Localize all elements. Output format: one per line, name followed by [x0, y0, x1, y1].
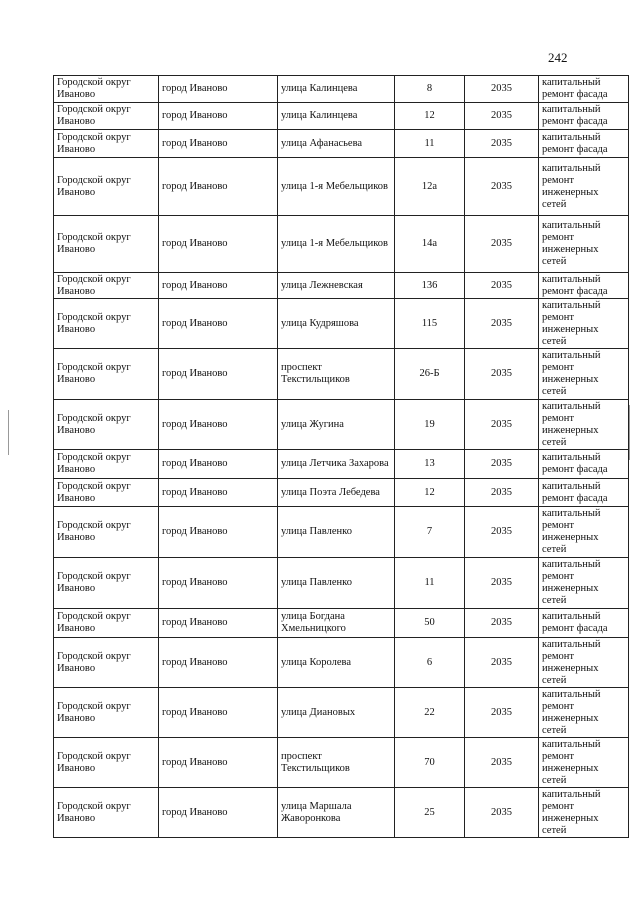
cell-work: капитальный ремонт инженерных сетей [539, 507, 629, 558]
cell-house: 13 [395, 450, 465, 479]
cell-year: 2035 [465, 558, 539, 609]
cell-city: город Иваново [159, 130, 278, 158]
cell-work: капитальный ремонт инженерных сетей [539, 788, 629, 838]
cell-house: 11 [395, 130, 465, 158]
cell-street: улица Королева [278, 638, 395, 688]
cell-street: улица Афанасьева [278, 130, 395, 158]
cell-year: 2035 [465, 609, 539, 638]
table-row [54, 76, 629, 103]
cell-city: город Иваново [159, 558, 278, 609]
cell-work: капитальный ремонт инженерных сетей [539, 688, 629, 738]
cell-house: 26-Б [395, 349, 465, 400]
cell-work: капитальный ремонт инженерных сетей [539, 638, 629, 688]
cell-year: 2035 [465, 400, 539, 450]
cell-work: капитальный ремонт фасада [539, 103, 629, 130]
cell-street: улица Поэта Лебедева [278, 479, 395, 507]
cell-district: Городской округ Иваново [54, 158, 159, 216]
cell-city: город Иваново [159, 609, 278, 638]
cell-city: город Иваново [159, 638, 278, 688]
cell-house: 136 [395, 273, 465, 299]
cell-district: Городской округ Иваново [54, 507, 159, 558]
cell-city: город Иваново [159, 349, 278, 400]
cell-house: 12 [395, 479, 465, 507]
table-row [54, 216, 629, 273]
right-margin-mark [629, 405, 630, 460]
cell-house: 12 [395, 103, 465, 130]
cell-house: 19 [395, 400, 465, 450]
cell-city: город Иваново [159, 216, 278, 273]
cell-city: город Иваново [159, 479, 278, 507]
cell-street: улица Павленко [278, 558, 395, 609]
cell-street: улица Калинцева [278, 76, 395, 103]
cell-house: 70 [395, 738, 465, 788]
cell-street: улица Богдана Хмельницкого [278, 609, 395, 638]
cell-work: капитальный ремонт фасада [539, 450, 629, 479]
cell-city: город Иваново [159, 507, 278, 558]
cell-year: 2035 [465, 103, 539, 130]
table-row [54, 558, 629, 609]
cell-house: 8 [395, 76, 465, 103]
cell-city: город Иваново [159, 273, 278, 299]
cell-house: 6 [395, 638, 465, 688]
cell-district: Городской округ Иваново [54, 479, 159, 507]
cell-district: Городской округ Иваново [54, 103, 159, 130]
cell-year: 2035 [465, 507, 539, 558]
cell-year: 2035 [465, 738, 539, 788]
cell-street: улица 1-я Мебельщиков [278, 216, 395, 273]
cell-street: улица Лежневская [278, 273, 395, 299]
cell-district: Городской округ Иваново [54, 788, 159, 838]
page-number: 242 [548, 50, 568, 65]
cell-city: город Иваново [159, 158, 278, 216]
cell-city: город Иваново [159, 103, 278, 130]
table-row [54, 400, 629, 450]
cell-city: город Иваново [159, 76, 278, 103]
cell-district: Городской округ Иваново [54, 688, 159, 738]
cell-street: улица Павленко [278, 507, 395, 558]
cell-year: 2035 [465, 216, 539, 273]
table-row [54, 609, 629, 638]
cell-work: капитальный ремонт инженерных сетей [539, 400, 629, 450]
table-row [54, 507, 629, 558]
table-row [54, 103, 629, 130]
cell-street: улица Маршала Жаворонкова [278, 788, 395, 838]
cell-work: капитальный ремонт инженерных сетей [539, 216, 629, 273]
cell-work: капитальный ремонт фасада [539, 609, 629, 638]
table-row [54, 130, 629, 158]
table-row [54, 450, 629, 479]
table-row [54, 349, 629, 400]
cell-year: 2035 [465, 638, 539, 688]
cell-work: капитальный ремонт фасада [539, 479, 629, 507]
cell-street: улица Диановых [278, 688, 395, 738]
cell-house: 25 [395, 788, 465, 838]
cell-street: проспект Текстильщиков [278, 349, 395, 400]
cell-district: Городской округ Иваново [54, 76, 159, 103]
cell-house: 22 [395, 688, 465, 738]
cell-district: Городской округ Иваново [54, 349, 159, 400]
cell-work: капитальный ремонт инженерных сетей [539, 158, 629, 216]
cell-city: город Иваново [159, 738, 278, 788]
table-row [54, 299, 629, 349]
cell-work: капитальный ремонт инженерных сетей [539, 299, 629, 349]
cell-year: 2035 [465, 349, 539, 400]
cell-street: улица 1-я Мебельщиков [278, 158, 395, 216]
table-row [54, 788, 629, 838]
cell-year: 2035 [465, 158, 539, 216]
capital-repair-table [53, 75, 629, 838]
cell-street: улица Летчика Захарова [278, 450, 395, 479]
cell-district: Городской округ Иваново [54, 609, 159, 638]
cell-city: город Иваново [159, 400, 278, 450]
cell-work: капитальный ремонт фасада [539, 130, 629, 158]
table-row [54, 688, 629, 738]
cell-year: 2035 [465, 273, 539, 299]
cell-district: Городской округ Иваново [54, 450, 159, 479]
cell-street: улица Кудряшова [278, 299, 395, 349]
cell-house: 12а [395, 158, 465, 216]
cell-work: капитальный ремонт фасада [539, 273, 629, 299]
cell-work: капитальный ремонт инженерных сетей [539, 558, 629, 609]
cell-work: капитальный ремонт инженерных сетей [539, 349, 629, 400]
cell-work: капитальный ремонт инженерных сетей [539, 738, 629, 788]
cell-year: 2035 [465, 76, 539, 103]
cell-year: 2035 [465, 450, 539, 479]
cell-city: город Иваново [159, 450, 278, 479]
cell-district: Городской округ Иваново [54, 738, 159, 788]
table-row [54, 479, 629, 507]
cell-house: 14а [395, 216, 465, 273]
cell-district: Городской округ Иваново [54, 299, 159, 349]
cell-house: 115 [395, 299, 465, 349]
cell-district: Городской округ Иваново [54, 400, 159, 450]
cell-district: Городской округ Иваново [54, 130, 159, 158]
cell-city: город Иваново [159, 299, 278, 349]
cell-street: проспект Текстильщиков [278, 738, 395, 788]
cell-house: 11 [395, 558, 465, 609]
cell-house: 7 [395, 507, 465, 558]
cell-district: Городской округ Иваново [54, 273, 159, 299]
left-margin-mark [8, 410, 9, 455]
cell-city: город Иваново [159, 788, 278, 838]
cell-year: 2035 [465, 299, 539, 349]
cell-house: 50 [395, 609, 465, 638]
cell-district: Городской округ Иваново [54, 216, 159, 273]
table-row [54, 158, 629, 216]
cell-year: 2035 [465, 788, 539, 838]
cell-year: 2035 [465, 688, 539, 738]
cell-district: Городской округ Иваново [54, 638, 159, 688]
cell-street: улица Калинцева [278, 103, 395, 130]
cell-city: город Иваново [159, 688, 278, 738]
table-row [54, 738, 629, 788]
table-body [54, 76, 629, 838]
cell-year: 2035 [465, 130, 539, 158]
cell-street: улица Жугина [278, 400, 395, 450]
table-row [54, 638, 629, 688]
cell-district: Городской округ Иваново [54, 558, 159, 609]
cell-work: капитальный ремонт фасада [539, 76, 629, 103]
cell-year: 2035 [465, 479, 539, 507]
table-row [54, 273, 629, 299]
